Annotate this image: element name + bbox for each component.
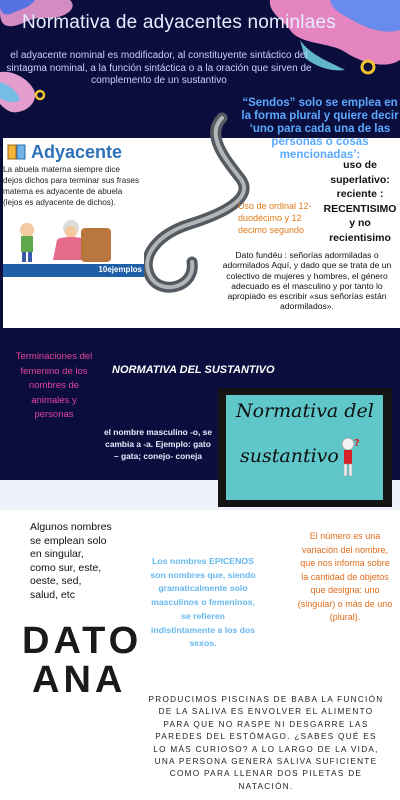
dato-word: DATO [22,620,143,662]
thinking-figure-icon [334,436,364,483]
saliva-fact: PRODUCIMOS PISCINAS DE BABA LA FUNCIÓN DE LA SALIVA ES ENVOLVER EL ALIMENTO PARA QUE NO RASPE NI DESGARRE LAS PAREDES DEL ESTÓMAGO. ¿SABES QUÉ ES LO MÁS CURIOSO? A LO LARGO DE LA VIDA, UNA PERSONA GENERA SALIVA SUFICIENTE COMO PARA LLENAR DOS PILETAS DE NATACIÓN. [148,695,384,791]
sendos-note: “Sendos” solo se emplea en la forma plural y quiere decir ‘uno para cada una de las personas o cosas mencionadas’: [241,97,399,161]
epicenos-note: Los nombres EPICENOS son nombres que, siendo gramaticalmente solo masculinos o femeninos, se refieren indistintamente a los dos sexos. [150,556,256,649]
adyacente-footer [3,264,144,277]
fundeu-note: Dato fundéu : señorías adormiladas o adormilados Aquí, y dado que se trata de un colectivo de mujeres y hombres, el género adecuado es el masculino y por tanto lo apropiado es escribir «sus señorías están adormilados». [222,250,392,312]
adyacente-title: Adyacente [31,142,123,162]
ordinal-note: Uso de ordinal 12-duodécimo y 12 decimo segundo [238,201,312,235]
grandmother-illustration [9,220,119,269]
adyacente-image-card [3,138,144,278]
book-icon [7,143,27,166]
terminaciones-note: Terminaciones del femenino de los nombres de animales y personas [15,351,93,420]
sign-line-2: sustantivo [240,445,339,467]
sign-line-1: Normativa del [236,400,374,422]
singular-note: Algunos nombres se emplean solo en singular, como sur, este, oeste, sed, salud, etc [30,521,112,601]
adyacente-example [3,164,144,208]
intro-text: el adyacente nominal es modificador, al constituyente sintáctico del sintagma nominal, a la función sintáctica o a la oración que sirven de complemento de un sustantivo [6,50,312,86]
numero-note: El número es una variación del nombre, que nos informa sobre la cantidad de objetos que designa: uno (singular) o más de uno (plural). [297,531,393,622]
adyacente-line-3: materna es adyacente de abuela [3,187,123,196]
masculino-rule: el nombre masculino -o, se cambia a -a. Ejemplo: gato – gata; conejo- coneja [104,427,212,461]
superlativo-note: uso de superlativo: reciente : RECENTISIMO y no recientisimo [323,159,397,244]
ring-yellow-small [36,91,44,99]
svg-text:?: ? [354,438,360,449]
ana-word: ANA [32,659,127,701]
adyacente-line-1: La abuela materna siempre dice [3,165,120,174]
ring-yellow [362,61,374,73]
adyacente-line-4: (lejos es adyacente de dichos). [3,198,116,207]
dato-ana-heading [22,622,142,700]
page-title: Normativa de adyacentes nominlaes [22,12,336,33]
adyacente-line-2: dejos dichos para terminar sus frases [3,176,140,185]
ejemplos-logo: 10ejemplos [98,265,142,274]
normativa-heading: NORMATIVA DEL SUSTANTIVO [112,364,275,376]
